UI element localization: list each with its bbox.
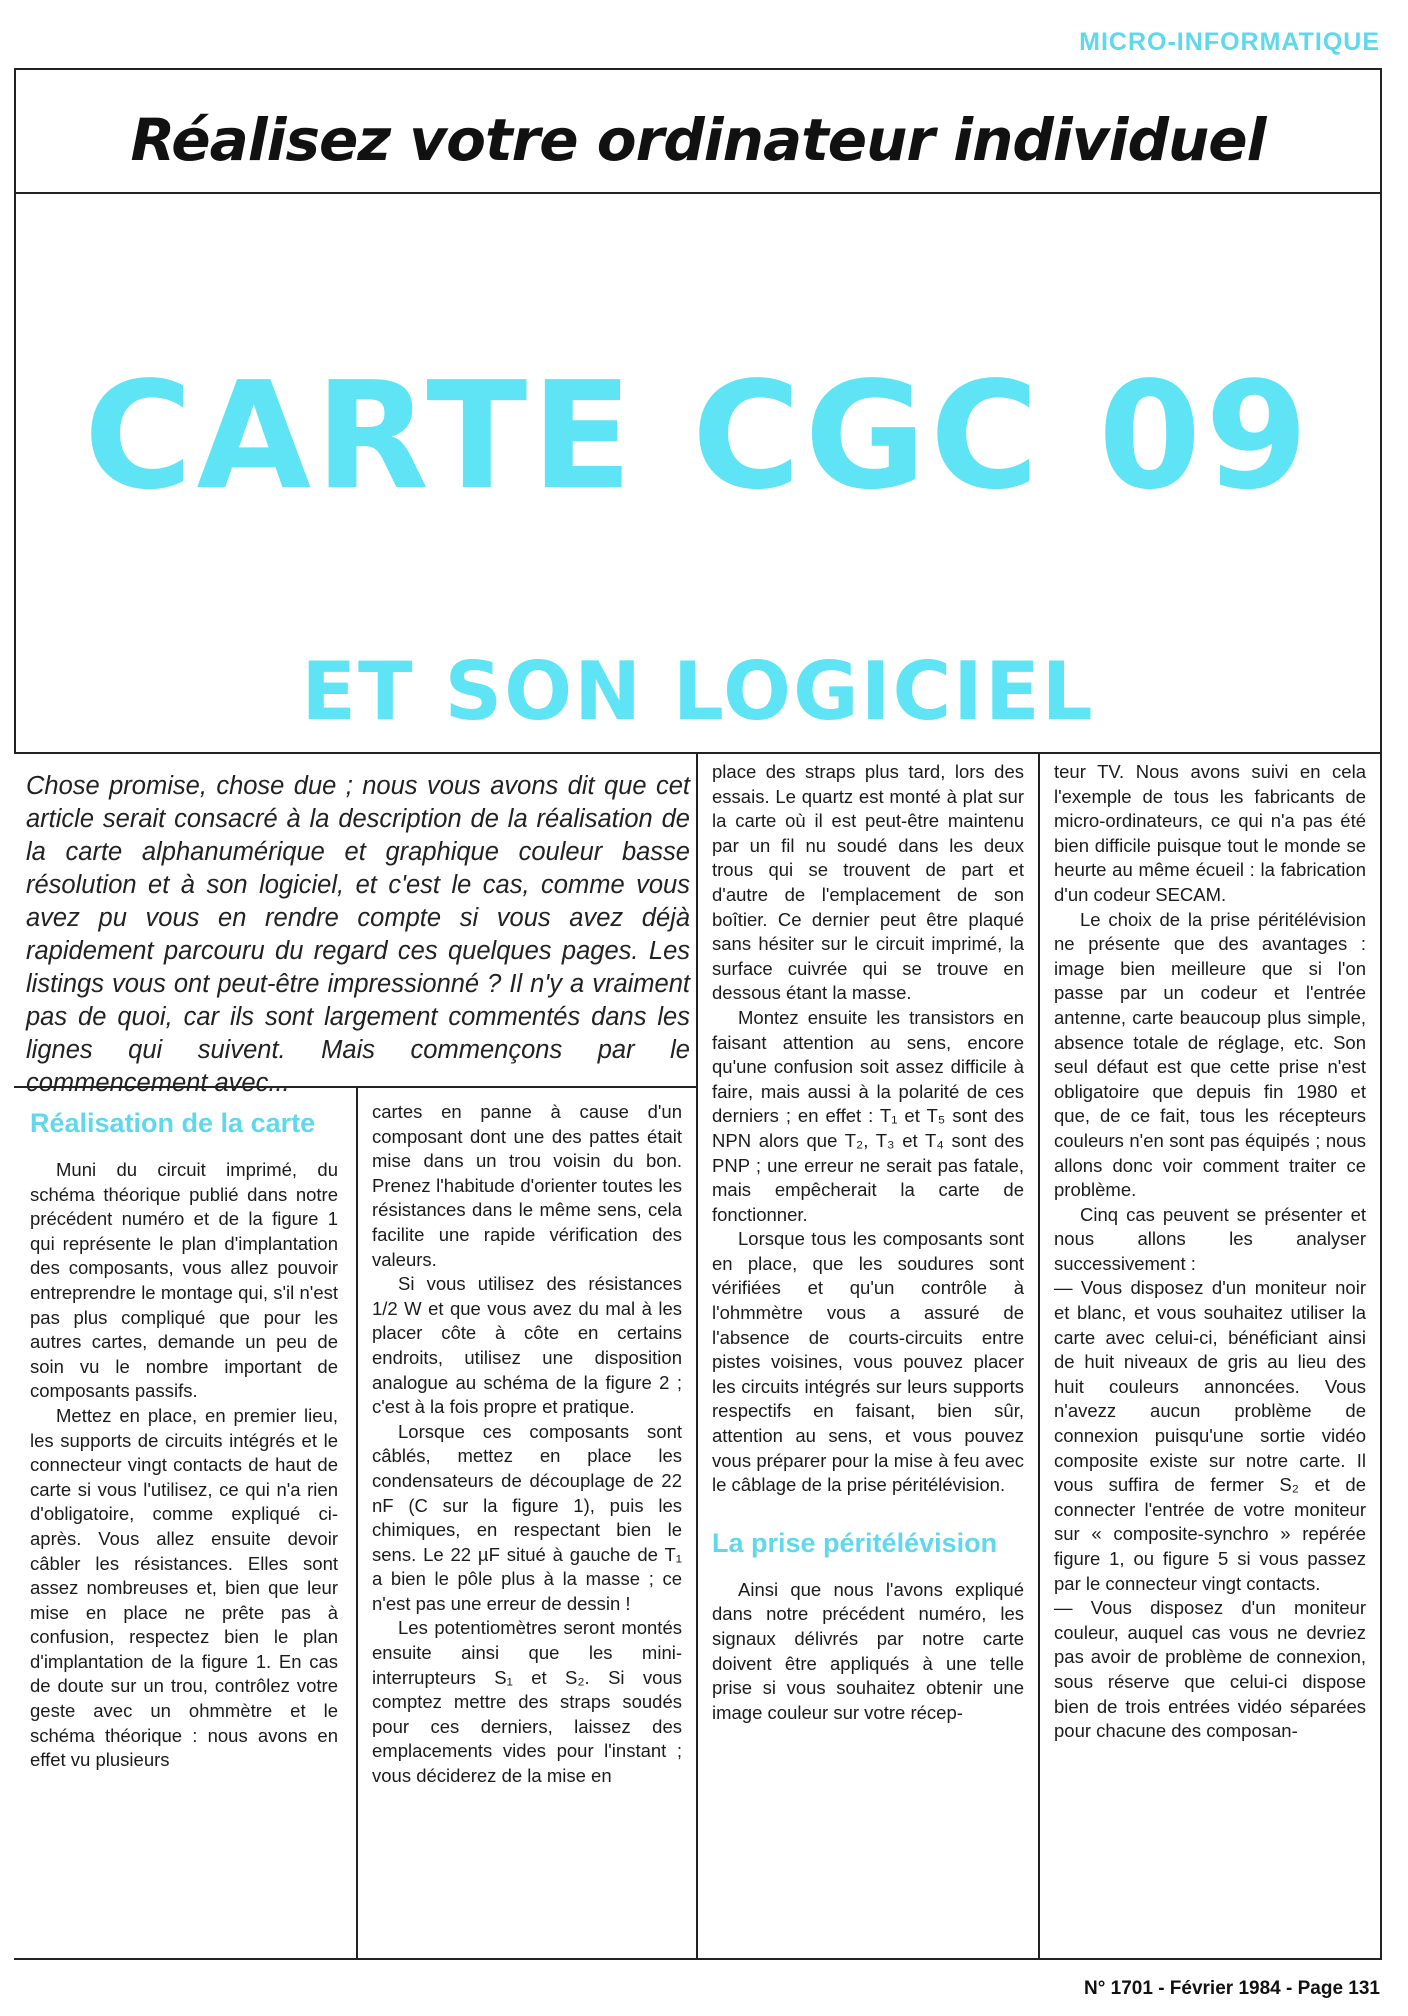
page-footer: N° 1701 - Février 1984 - Page 131: [1084, 1978, 1380, 1999]
kicker-divider: [16, 192, 1380, 194]
paragraph: cartes en panne à cause d'un composant dont une des pattes était mise dans un trou voisin du bon. Prenez l'habitude d'orienter toutes les résistances dans le même sens, cela facilite une rapide vérification des valeurs.: [372, 1101, 682, 1270]
paragraph: place des straps plus tard, lors des essais. Le quartz est monté à plat sur la carte où il est peut-être maintenu par un fil nu soudé dans les deux trous qui se trouvent de part et d'autre de l'emplacement de son boîtier. Ce dernier peut être plaqué sans hésiter sur le circuit imprimé, la surface cuivrée qui se trouve en dessous étant la masse.: [712, 761, 1024, 1004]
paragraph: teur TV. Nous avons suivi en cela l'exemple de tous les fabricants de micro-ordinateurs, ce qui n'a pas été bien difficile puisque tout le monde se heurte au même écueil : la fabrication d'un codeur SECAM.: [1054, 761, 1366, 905]
paragraph: Montez ensuite les transistors en faisant attention au sens, encore qu'une confusion soit assez difficile à faire, mais aussi à la polarité de ces derniers ; en effet : T₁ et T₅ sont des NPN alors que T₂, T₃ et T₄ sont des PNP ; une erreur ne serait pas fatale, mais empêcherait la carte de fonctionner.: [712, 1006, 1024, 1225]
subheadline: ET SON LOGICIEL: [301, 645, 1095, 738]
title-bottom-rule: [14, 752, 1382, 754]
paragraph: Ainsi que nous l'avons expliqué dans notre précédent numéro, les signaux délivrés par notre carte doivent être appliqués à une telle prise si vous souhaitez obtenir une image couleur sur votre récep-: [712, 1578, 1024, 1723]
paragraph: Lorsque tous les composants sont en place, que les soudures sont vérifiées et qu'un contrôle à l'ohmmètre vous a assuré de l'absence de courts-circuits entre pistes voisines, vous pouvez placer les circuits intégrés sur leurs supports respectifs en faisant, bien sûr, attention au sens, et vous pouvez vous préparer pour la mise à feu avec le câblage de la prise péritélévision.: [712, 1228, 1024, 1496]
section-heading-prise: La prise péritélévision: [712, 1527, 998, 1558]
paragraph: Mettez en place, en premier lieu, les supports de circuits intégrés et le connecteur vingt contacts de haut de carte si vous l'utilisez, ce qui n'a rien d'obligatoire, comme expliqué ci-après. Vous allez ensuite devoir câbler les résistances. Elles sont assez nombreuses et, bien que leur mise en place ne prête pas à confusion, respectez bien le plan d'implantation de la figure 1. En cas de doute sur un trou, contrôlez votre geste avec un ohmmètre et le schéma théorique : nous avons en effet vu plusieurs: [30, 1404, 338, 1771]
bottom-rule: [14, 1958, 1382, 1960]
column-4: [1054, 760, 1366, 1956]
intro-paragraph: Chose promise, chose due ; nous vous avons dit que cet article serait consacré à la description de la réalisation de la carte alphanumérique et graphique couleur basse résolution et à son logiciel, et c'est le cas, comme vous avez pu vous en rendre compte si vous avez déjà rapidement parcouru du regard ces quelques pages. Les listings vous ont peut-être impressionné ? Il n'y a vraiment pas de quoi, car ils sont largement commentés dans les lignes qui suivent. Mais commençons par le commencement avec...: [26, 772, 690, 1097]
paragraph: — Vous disposez d'un moniteur noir et blanc, et vous souhaitez utiliser la carte avec celui-ci, bénéficiant ainsi de huit niveaux de gris au lieu des huit couleurs annoncées. Vous n'avezz aucun problème de connexion puisqu'une sortie vidéo composite existe sur notre carte. Il vous suffira de fermer S₂ et de connecter l'entrée de votre moniteur sur « composite-synchro » repérée figure 1, ou figure 5 si vous passez par le connecteur vingt contacts.: [1054, 1277, 1366, 1594]
section-label: MICRO-INFORMATIQUE: [1079, 28, 1380, 56]
paragraph: Si vous utilisez des résistances 1/2 W et que vous avez du mal à les placer côte à côte en certains endroits, utilisez une disposition analogue au schéma de la figure 2 ; c'est à la fois propre et pratique.: [372, 1273, 682, 1418]
column-3: [712, 760, 1024, 1956]
column-divider-3: [1038, 752, 1040, 1958]
paragraph: Muni du circuit imprimé, du schéma théorique publié dans notre précédent numéro et de la figure 1 qui représente le plan d'implantation des composants, vous allez pouvoir entreprendre le montage qui, s'il n'est pas plus compliqué que pour les autres cartes, demande un peu de soin vu le nombre important de composants passifs.: [30, 1159, 338, 1402]
headline: CARTE CGC 09: [83, 350, 1313, 522]
page-right-border: [1380, 752, 1382, 1958]
column-divider-2: [696, 752, 698, 1958]
column-divider-1: [356, 1086, 358, 1958]
section-heading-realisation: Réalisation de la carte: [30, 1108, 316, 1138]
paragraph: Lorsque ces composants sont câblés, mettez en place les condensateurs de découplage de 22 nF (C sur la figure 1), puis les chimiques, en respectant bien le sens. Le 22 µF situé à gauche de T₁ a bien le pôle plus à la masse ; ce n'est pas une erreur de dessin !: [372, 1420, 682, 1614]
paragraph: — Vous disposez d'un moniteur couleur, auquel cas vous ne devriez pas avoir de problème de connexion, sous réserve que celui-ci dispose bien de trois entrées vidéo séparées pour chacune des composan-: [1054, 1597, 1366, 1742]
column-2: [372, 1100, 682, 1956]
title-frame: [14, 68, 1382, 752]
paragraph: Le choix de la prise péritélévision ne présente que des avantages : image bien meilleure que si l'on passe par un codeur et l'entrée antenne, carte beaucoup plus simple, absence totale de réglage, etc. Son seul défaut est que cette prise n'est obligatoire que depuis fin 1980 et que, de ce fait, tous les récepteurs couleurs n'en sont pas équipés ; nous allons donc voir comment traiter ce problème.: [1054, 908, 1366, 1201]
paragraph: Les potentiomètres seront montés ensuite ainsi que les mini-interrupteurs S₁ et S₂. Si vous comptez mettre des straps soudés pour ces derniers, laissez des emplacements vides pour l'instant ; vous déciderez de la mise en: [372, 1617, 682, 1787]
column-1: [30, 1106, 338, 1956]
kicker-title: Réalisez votre ordinateur individuel: [130, 106, 1266, 174]
paragraph: Cinq cas peuvent se présenter et nous allons les analyser successivement :: [1054, 1203, 1366, 1274]
